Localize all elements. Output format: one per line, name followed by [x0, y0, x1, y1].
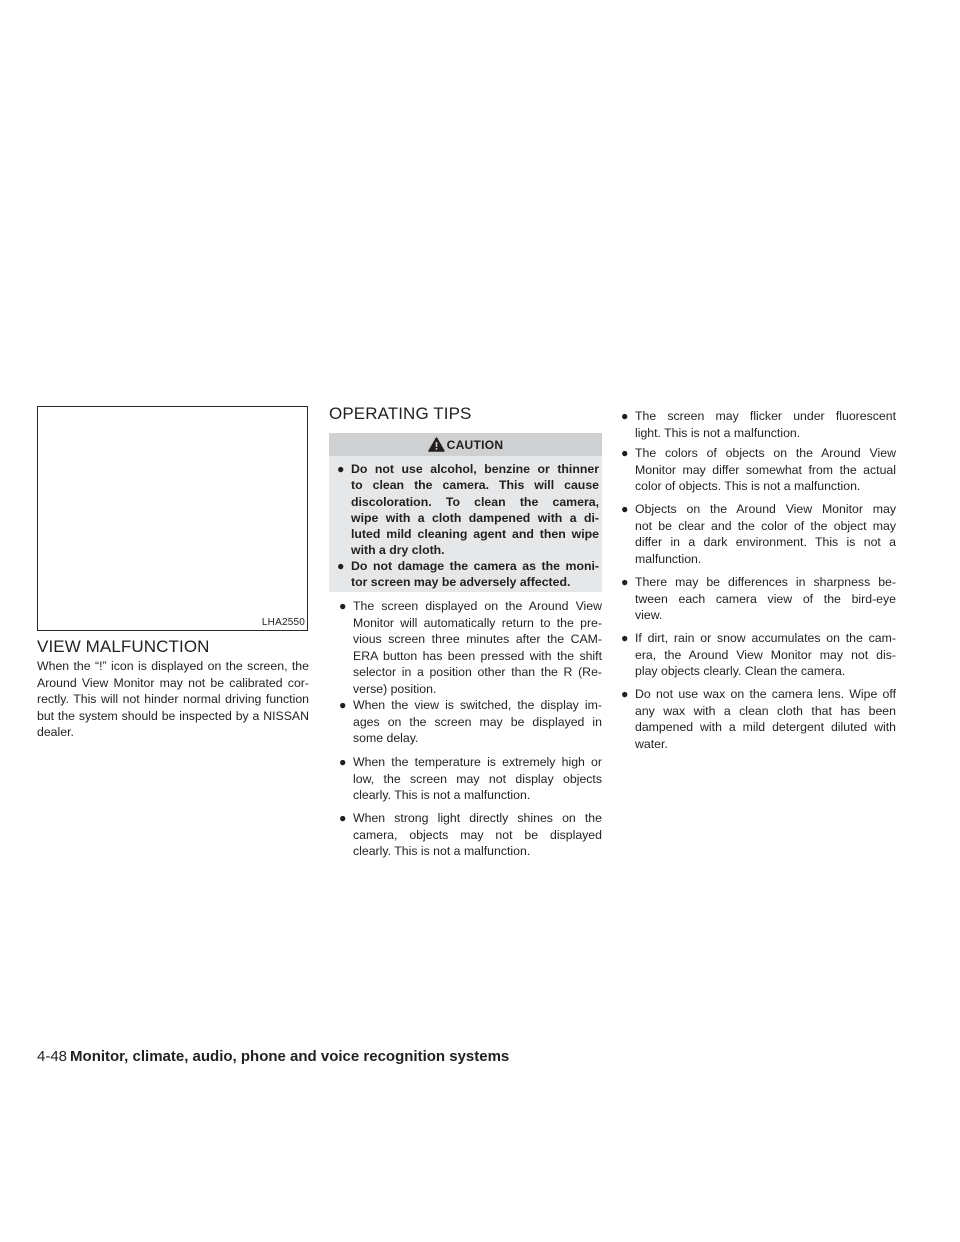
figure-label: LHA2550 [261, 617, 305, 628]
tip-item [621, 574, 896, 624]
caution-line: luted mild cleaning agent and then wipe [351, 527, 599, 542]
tip-line: water. [635, 736, 668, 751]
page-number: 4-48 [37, 1048, 68, 1065]
tip-line: dampened with a mild detergent diluted with [635, 720, 896, 734]
tip-item [621, 501, 896, 567]
tip-item [339, 810, 602, 860]
tip-line: malfunction. [635, 551, 702, 566]
tip-line: clearly. This is not a malfunction. [353, 788, 531, 802]
caution-line: discoloration. To clean the camera, [351, 494, 599, 509]
tip-line: ages on the screen may be displayed in [353, 714, 602, 729]
bullet-icon: ● [621, 575, 629, 589]
tip-line: Monitor will automatically return to the pre- [353, 615, 602, 630]
body-line: dealer. [37, 725, 74, 739]
tip-line: selector in a position other than the R (Re- [353, 665, 602, 679]
view-malfunction-body [37, 658, 309, 741]
caution-line: wipe with a cloth dampened with a di- [351, 510, 599, 525]
body-line: but the system should be inspected by a NISSAN [37, 708, 309, 723]
tip-line: light. This is not a malfunction. [635, 425, 801, 440]
tip-line: When the view is switched, the display im- [353, 698, 602, 712]
caution-item [337, 558, 599, 591]
tip-line: low, the screen may not display objects [353, 771, 602, 786]
tip-line: tween each camera view of the bird-eye [635, 591, 896, 606]
bullet-icon: ● [621, 687, 629, 701]
bullet-icon: ● [621, 502, 629, 516]
tip-item [621, 408, 896, 441]
caution-line: to clean the camera. This will cause [351, 478, 599, 493]
tip-line: camera, objects may not be displayed [353, 827, 602, 842]
figure-image [37, 406, 308, 631]
tip-item [339, 697, 602, 747]
tip-line: verse) position. [353, 681, 437, 696]
body-line: rectly. This will not hinder normal driving function [37, 692, 309, 706]
tip-item [339, 598, 602, 697]
bullet-icon: ● [621, 631, 629, 645]
tip-line: When strong light directly shines on the [353, 811, 602, 825]
bullet-icon: ● [621, 446, 629, 460]
caution-header [329, 433, 602, 456]
warning-triangle-icon [428, 437, 445, 452]
tip-line: any wax with a clean cloth that has been [635, 703, 896, 718]
tip-line: The screen may flicker under fluorescent [635, 409, 896, 423]
operating-tips-title: OPERATING TIPS [329, 404, 472, 423]
tip-line: not be clear and the color of the object may [635, 518, 896, 533]
tip-line: When the temperature is extremely high or [353, 755, 602, 769]
tip-line: ERA button has been pressed with the shift [353, 648, 602, 663]
caution-line: tor screen may be adversely affected. [351, 575, 571, 590]
tip-line: The screen displayed on the Around View [353, 599, 602, 613]
caution-line: with a dry cloth. [351, 543, 445, 558]
tip-line: The colors of objects on the Around View [635, 446, 896, 460]
tip-item [621, 445, 896, 495]
tip-line: Do not use wax on the camera lens. Wipe off [635, 687, 896, 701]
tip-line: vious screen three minutes after the CAM- [353, 632, 602, 646]
caution-item [337, 461, 599, 559]
tip-line: view. [635, 608, 663, 622]
bullet-icon: ● [621, 409, 629, 423]
tip-line: Objects on the Around View Monitor may [635, 502, 896, 516]
caution-title: CAUTION [446, 437, 504, 452]
tip-line: clearly. This is not a malfunction. [353, 844, 531, 858]
tip-item [621, 630, 896, 680]
tip-line: some delay. [353, 731, 419, 745]
page-footer [37, 1048, 509, 1066]
bullet-icon: ● [339, 755, 347, 769]
bullet-icon: ● [337, 462, 345, 476]
footer-section-title: Monitor, climate, audio, phone and voice recognition systems [70, 1048, 510, 1065]
body-line: Around View Monitor may not be calibrated cor- [37, 675, 309, 690]
bullet-icon: ● [339, 811, 347, 825]
bullet-icon: ● [337, 559, 345, 573]
tip-line: differ in a dark environment. This is not a [635, 535, 896, 549]
tip-item [621, 686, 896, 752]
bullet-icon: ● [339, 698, 347, 712]
bullet-icon: ● [339, 599, 347, 613]
body-line: When the “!” icon is displayed on the screen, the [37, 659, 309, 673]
caution-line: Do not damage the camera as the moni- [351, 559, 599, 573]
tip-line: color of objects. This is not a malfunction. [635, 479, 861, 493]
tip-item [339, 754, 602, 804]
tip-line: era, the Around View Monitor may not dis- [635, 647, 896, 662]
tip-line: Monitor may differ somewhat from the actual [635, 462, 896, 477]
tip-line: If dirt, rain or snow accumulates on the cam- [635, 631, 896, 645]
view-malfunction-title: VIEW MALFUNCTION [37, 637, 210, 656]
caution-box [329, 433, 602, 592]
tip-line: There may be differences in sharpness be- [635, 575, 896, 589]
tip-line: play objects clearly. Clean the camera. [635, 664, 846, 678]
caution-line: Do not use alcohol, benzine or thinner [351, 462, 599, 476]
